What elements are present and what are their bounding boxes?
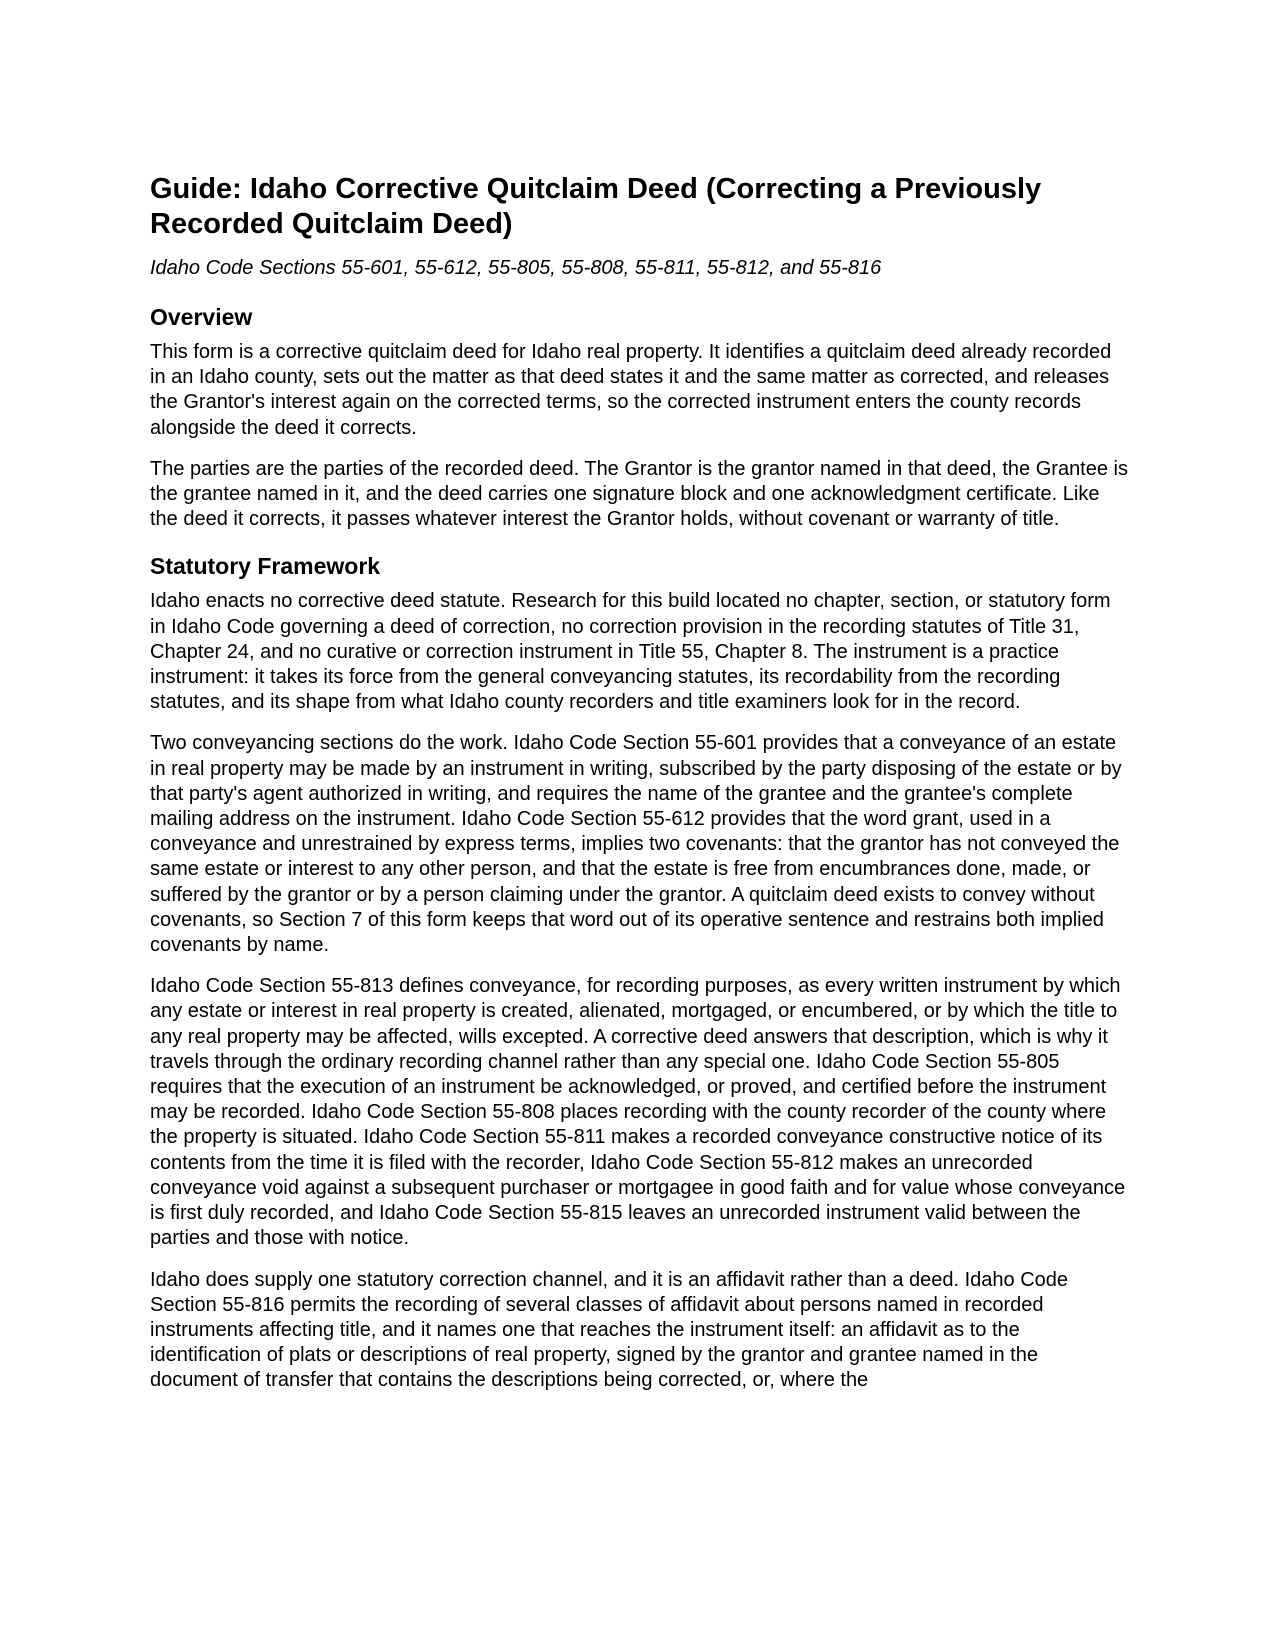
section-overview xyxy=(150,303,1130,532)
section-heading-overview: Overview xyxy=(150,304,253,330)
paragraph: This form is a corrective quitclaim deed for Idaho real property. It identifies a quitclaim deed already recorded in an Idaho county, sets out the matter as that deed states it and the same matter as corrected, and releases the Grantor's interest again on the corrected terms, so the corrected instrument enters the county records alongside the deed it corrects. xyxy=(150,341,1112,439)
paragraph: Idaho enacts no corrective deed statute. Research for this build located no chapter, section, or statutory form in Idaho Code governing a deed of correction, no correction provision in the recording statutes of Title 31, Chapter 24, and no curative or correction instrument in Title 55, Chapter 8. The instrument is a practice instrument: it takes its force from the general conveyancing statutes, its recordability from the recording statutes, and its shape from what Idaho county recorders and title examiners look for in the record. xyxy=(150,590,1111,714)
paragraph: The parties are the parties of the recorded deed. The Grantor is the grantor named in that deed, the Grantee is the grantee named in it, and the deed carries one signature block and one acknowledgment certificate. Like the deed it corrects, it passes whatever interest the Grantor holds, without covenant or warranty of title. xyxy=(150,457,1128,531)
statute-citation-subtitle: Idaho Code Sections 55-601, 55-612, 55-805, 55-808, 55-811, 55-812, and 55-816 xyxy=(150,257,882,279)
document-body xyxy=(150,172,1130,1410)
paragraph: Two conveyancing sections do the work. Idaho Code Section 55-601 provides that a conveyance of an estate in real property may be made by an instrument in writing, subscribed by the party disposing of the estate or by that party's agent authorized in writing, and requires the name of the grantee and the grantee's complete mailing address on the instrument. Idaho Code Section 55-612 provides that the word grant, used in a conveyance and unrestrained by express terms, implies two covenants: that the grantor has not conveyed the same estate or interest to any other person, and that the estate is free from encumbrances done, made, or suffered by the grantor or by a person claiming under the grantor. A quitclaim deed exists to convey without covenants, so Section 7 of this form keeps that word out of its operative sentence and restrains both implied covenants by name. xyxy=(150,732,1122,957)
paragraph: Idaho Code Section 55-813 defines conveyance, for recording purposes, as every written instrument by which any estate or interest in real property is created, alienated, mortgaged, or encumbered, or by which the title to any real property may be affected, wills excepted. A corrective deed answers that description, which is why it travels through the ordinary recording channel rather than any special one. Idaho Code Section 55-805 requires that the execution of an instrument be acknowledged, or proved, and certified before the instrument may be recorded. Idaho Code Section 55-808 places recording with the county recorder of the county where the property is situated. Idaho Code Section 55-811 makes a recorded conveyance constructive notice of its contents from the time it is filed with the recorder, Idaho Code Section 55-812 makes an unrecorded conveyance void against a subsequent purchaser or mortgagee in good faith and for value whose conveyance is first duly recorded, and Idaho Code Section 55-815 leaves an unrecorded instrument valid between the parties and those with notice. xyxy=(150,975,1126,1250)
paragraph: Idaho does supply one statutory correction channel, and it is an affidavit rather than a deed. Idaho Code Section 55-816 permits the recording of several classes of affidavit about persons named in recorded instruments affecting title, and it names one that reaches the instrument itself: an affidavit as to the identification of plats or descriptions of real property, signed by the grantor and grantee named in the document of transfer that contains the descriptions being corrected, or, where the xyxy=(150,1268,1069,1392)
section-statutory-framework xyxy=(150,552,1130,1393)
section-heading-statutory-framework: Statutory Framework xyxy=(150,553,381,580)
document-title: Guide: Idaho Corrective Quitclaim Deed (Correcting a Previously Recorded Quitclaim Deed) xyxy=(150,173,1042,240)
